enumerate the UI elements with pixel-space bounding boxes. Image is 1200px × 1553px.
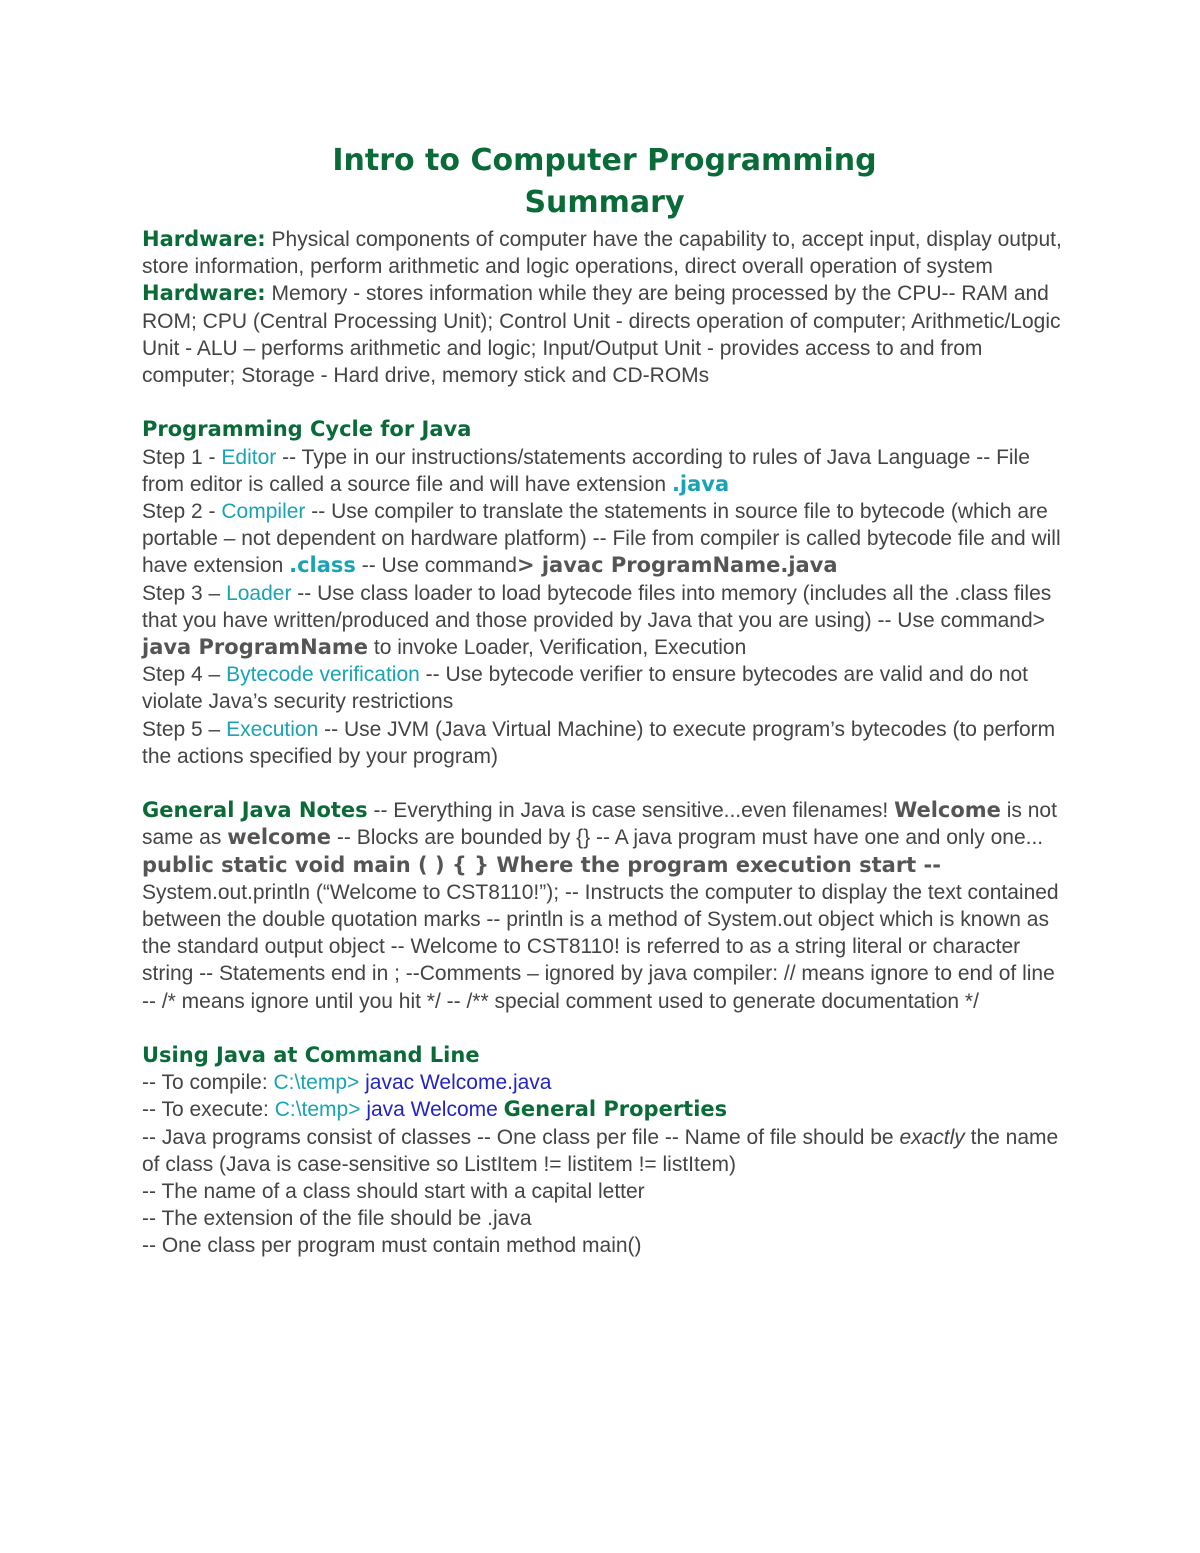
- execute-prefix: -- To execute:: [142, 1098, 275, 1122]
- notes-bold: welcome: [227, 825, 332, 850]
- hardware-label: Hardware:: [142, 281, 266, 306]
- step-text: -- Use JVM (Java Virtual Machine) to execute program’s bytecodes (to perform the actions specified by your program): [142, 717, 1056, 768]
- notes-text: -- Everything in Java is case sensitive...even filenames!: [367, 799, 895, 823]
- step-name: Loader: [226, 581, 292, 605]
- step-4: [142, 661, 1067, 715]
- notes-text: -- Blocks are bounded by {} -- A java program must have one and only one...: [331, 826, 1044, 850]
- step-name: Execution: [226, 717, 319, 741]
- file-extension: .class: [289, 553, 356, 578]
- step-name: Bytecode verification: [226, 663, 420, 687]
- command-text: java ProgramName: [142, 635, 369, 660]
- compile-prefix: -- To compile:: [142, 1071, 274, 1095]
- step-text: -- Use compiler to translate the statements in source file to bytecode (which are portable – not dependent on hardware platform) -- File from compiler is called bytecode file and will have extension: [142, 500, 1061, 578]
- step-name: Compiler: [221, 500, 306, 524]
- hardware-text: Memory - stores information while they are being processed by the CPU-- RAM and ROM; CPU (Central Processing Unit); Control Unit - directs operation of computer; Arithmetic/Logic Unit - ALU – performs arithmetic and logic; Input/Output Unit - provides access to and from computer; Storage - Hard drive, memory stick and CD-ROMs: [142, 282, 1061, 388]
- emphasis-text: exactly: [899, 1125, 965, 1149]
- section-heading-programming-cycle: Programming Cycle for Java: [142, 417, 472, 442]
- section-heading-command-line: Using Java at Command Line: [142, 1043, 480, 1068]
- notes-bold: Welcome: [894, 798, 1001, 823]
- property-text: -- Java programs consist of classes -- One class per file -- Name of file should be: [142, 1125, 900, 1149]
- property-text: the name of class (Java is case-sensitive so ListItem != listitem != listItem): [142, 1125, 1059, 1176]
- document-title: Intro to Computer Programming: [332, 143, 877, 178]
- document-page: [142, 140, 1067, 1260]
- hardware-paragraph-1: [142, 226, 1067, 280]
- property-line: -- The extension of the file should be .java: [142, 1207, 532, 1231]
- step-prefix: Step 2 -: [142, 500, 222, 524]
- section-heading-general-properties: General Properties: [503, 1097, 728, 1122]
- notes-text: is not same as: [142, 799, 1057, 850]
- prompt-text: C:\temp>: [273, 1071, 360, 1095]
- step-text: -- Use bytecode verifier to ensure bytecodes are valid and do not violate Java’s security restrictions: [142, 663, 1029, 714]
- step-text: -- Use class loader to load bytecode files into memory (includes all the .class files that you have written/produced and those provided by Java that you are using) -- Use command>: [142, 581, 1052, 632]
- step-prefix: Step 5 –: [142, 717, 227, 741]
- general-java-notes: [142, 797, 1067, 1015]
- document-subtitle: Summary: [524, 185, 685, 220]
- file-extension: .java: [671, 471, 730, 496]
- step-text: -- Type in our instructions/statements according to rules of Java Language -- File from editor is called a source file and will have extension: [142, 445, 1030, 496]
- compile-line: [142, 1069, 1067, 1096]
- notes-bold: public static void main ( ) { } Where the program execution start --: [142, 852, 941, 877]
- step-text: to invoke Loader, Verification, Execution: [368, 636, 747, 660]
- step-prefix: Step 3 –: [142, 581, 227, 605]
- execute-line: [142, 1096, 1067, 1123]
- property-line: -- One class per program must contain method main(): [142, 1234, 642, 1258]
- command-text: > javac ProgramName.java: [516, 553, 838, 578]
- step-3: [142, 580, 1067, 662]
- section-heading-general-notes: General Java Notes: [142, 798, 368, 823]
- hardware-label: Hardware:: [142, 227, 266, 251]
- step-5: [142, 716, 1067, 770]
- command-text: java Welcome: [360, 1098, 498, 1122]
- step-prefix: Step 1 -: [142, 445, 222, 469]
- hardware-paragraph-2: [142, 280, 1067, 389]
- hardware-text: Physical components of computer have the capability to, accept input, display output, store information, perform arithmetic and logic operations, direct overall operation of system: [142, 228, 1062, 279]
- property-line: -- The name of a class should start with a capital letter: [142, 1180, 645, 1204]
- command-text: javac Welcome.java: [359, 1071, 552, 1095]
- step-2: [142, 498, 1067, 580]
- prompt-text: C:\temp>: [274, 1098, 361, 1122]
- step-prefix: Step 4 –: [142, 663, 227, 687]
- step-text: -- Use command: [355, 554, 517, 578]
- step-1: [142, 444, 1067, 498]
- property-line: [142, 1124, 1067, 1178]
- step-name: Editor: [221, 445, 277, 469]
- notes-text: System.out.println (“Welcome to CST8110!”); -- Instructs the computer to display the text contained between the double quotation marks -- println is a method of System.out object which is known as the standard output object -- Welcome to CST8110! is referred to as a string literal or character string -- Statements end in ; --Comments – ignored by java compiler: // means ignore to end of line -- /* means ignore until you hit */ -- /** special comment used to generate documentation */: [142, 880, 1059, 1013]
